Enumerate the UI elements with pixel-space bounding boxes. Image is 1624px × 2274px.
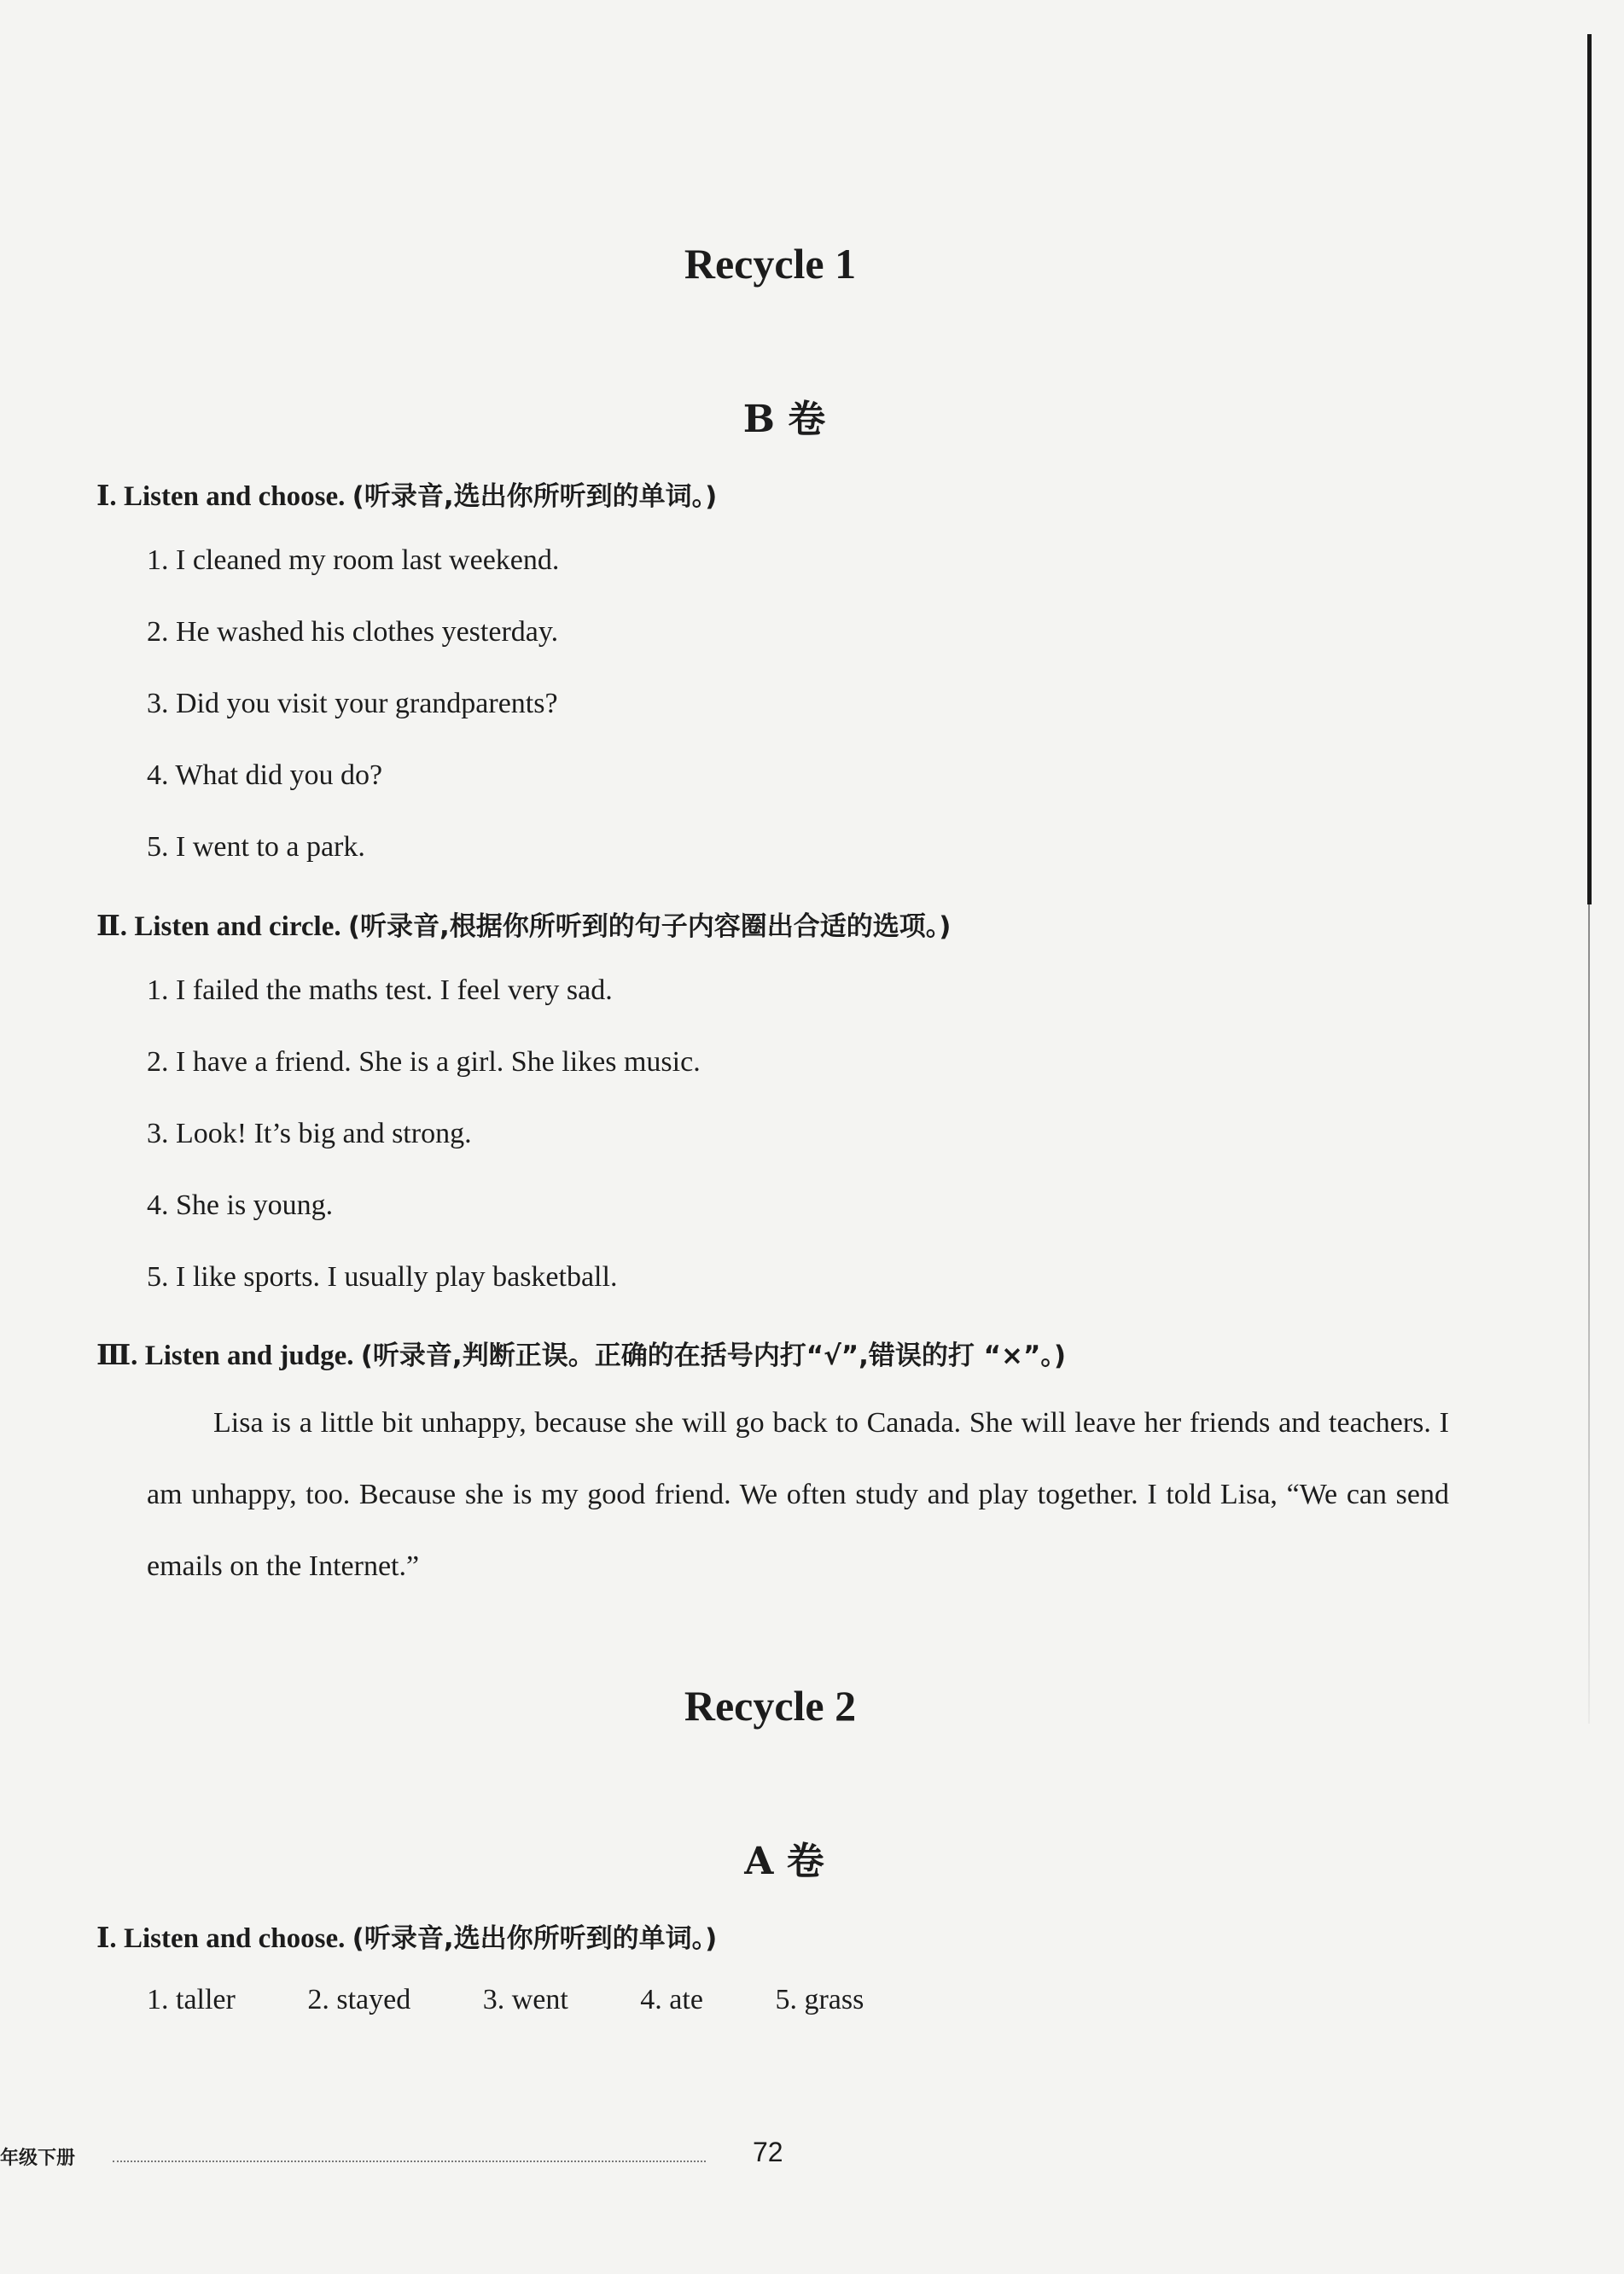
section-2-english: Listen and circle. [134,911,341,942]
part-a-title: A 卷 [744,1840,824,1883]
section-1-chinese: (听录音,选出你所听到的单词。) [352,481,718,512]
section-1-english: Listen and choose. [123,481,346,512]
s1-item-2: 2. He washed his clothes yesterday. [147,616,559,648]
s2-item-5: 5. I like sports. I usually play basketball. [147,1261,618,1293]
page-number: 72 [753,2137,783,2167]
section-3-heading [96,1334,1066,1372]
section-2-number: Ⅱ. [96,911,128,942]
r2-section-1-number: Ⅰ. [96,1923,117,1954]
section-1-heading [96,474,717,513]
recycle-1-title: Recycle 1 [684,240,857,288]
s1-item-4: 4. What did you do? [147,759,383,791]
s1-item-3: 3. Did you visit your grandparents? [147,688,558,719]
s2-item-3: 3. Look! It’s big and strong. [147,1118,472,1149]
r2-word-list [147,1984,928,2016]
s1-item-1: 1. I cleaned my room last weekend. [147,544,560,576]
footer-dotted-rule [113,2161,706,2162]
s2-item-1: 1. I failed the maths test. I feel very sad. [147,974,613,1006]
recycle-2-title: Recycle 2 [684,1682,857,1730]
r2-word-5: 5. grass [775,1984,864,2015]
r2-section-1-english: Listen and choose. [123,1923,346,1954]
r2-word-4: 4. ate [640,1984,703,2015]
footer-grade-label: 年级下册 [0,2148,76,2169]
s2-item-4: 4. She is young. [147,1189,334,1221]
section-1-number: Ⅰ. [96,481,117,512]
section-3-english: Listen and judge. [144,1341,354,1371]
section-2-chinese: (听录音,根据你所听到的句子内容圈出合适的选项。) [347,911,952,942]
s1-item-5: 5. I went to a park. [147,831,365,863]
page-edge-faint [1588,904,1590,1724]
section-3-number: Ⅲ. [96,1341,138,1371]
page-edge-shadow [1587,34,1592,904]
r2-word-3: 3. went [482,1984,568,2015]
r2-section-1-heading [96,1916,717,1955]
s2-item-2: 2. I have a friend. She is a girl. She likes music. [147,1046,701,1078]
r2-word-2: 2. stayed [307,1984,411,2015]
listening-passage: Lisa is a little bit unhappy, because she will go back to Canada. She will leave her friends and teachers. I am unhappy, too. Because she is my good friend. We often study and play together. I told Lisa, “We can send emails on the Internet.” [147,1407,1449,1582]
r2-word-1: 1. taller [147,1984,236,2015]
section-2-heading [96,904,951,943]
section-3-chinese: (听录音,判断正误。正确的在括号内打“√”,错误的打 “×”。) [360,1341,1067,1371]
r2-section-1-chinese: (听录音,选出你所听到的单词。) [352,1923,718,1954]
part-b-title: B 卷 [742,398,826,441]
